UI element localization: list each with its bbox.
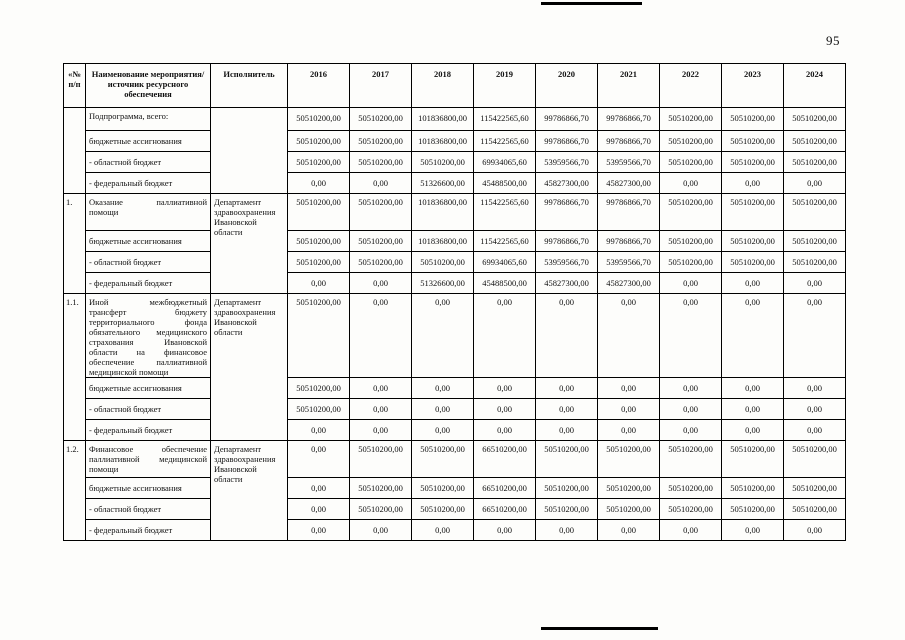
scan-artifact-top [541, 2, 642, 5]
value-cell: 50510200,00 [350, 131, 412, 152]
column-header: 2018 [412, 64, 474, 108]
value-cell: 0,00 [722, 420, 784, 441]
value-cell: 0,00 [784, 420, 846, 441]
funding-source-cell: - областной бюджет [86, 152, 211, 173]
value-cell: 50510200,00 [288, 399, 350, 420]
value-cell: 0,00 [784, 294, 846, 378]
value-cell: 53959566,70 [598, 152, 660, 173]
executor-cell: Департамент здравоохранения Ивановской области [211, 194, 288, 294]
value-cell: 0,00 [722, 273, 784, 294]
value-cell: 50510200,00 [660, 152, 722, 173]
value-cell: 50510200,00 [722, 499, 784, 520]
value-cell: 0,00 [350, 399, 412, 420]
value-cell: 50510200,00 [412, 499, 474, 520]
value-cell: 0,00 [784, 520, 846, 541]
value-cell: 50510200,00 [660, 252, 722, 273]
table-row [64, 441, 846, 478]
value-cell: 101836800,00 [412, 108, 474, 131]
value-cell: 0,00 [350, 378, 412, 399]
value-cell: 0,00 [474, 294, 536, 378]
value-cell: 0,00 [722, 173, 784, 194]
value-cell: 50510200,00 [660, 478, 722, 499]
value-cell: 50510200,00 [784, 441, 846, 478]
funding-source-cell: - областной бюджет [86, 399, 211, 420]
executor-cell: Департамент здравоохранения Ивановской области [211, 294, 288, 441]
table-body [64, 108, 846, 541]
value-cell: 50510200,00 [784, 252, 846, 273]
value-cell: 53959566,70 [536, 152, 598, 173]
funding-source-cell: бюджетные ассигнования [86, 378, 211, 399]
value-cell: 99786866,70 [598, 131, 660, 152]
value-cell: 0,00 [598, 294, 660, 378]
value-cell: 50510200,00 [350, 108, 412, 131]
value-cell: 50510200,00 [722, 131, 784, 152]
value-cell: 50510200,00 [660, 131, 722, 152]
value-cell: 0,00 [350, 520, 412, 541]
table-row [64, 173, 846, 194]
value-cell: 69934065,60 [474, 252, 536, 273]
value-cell: 50510200,00 [412, 152, 474, 173]
value-cell: 0,00 [474, 420, 536, 441]
value-cell: 50510200,00 [350, 478, 412, 499]
value-cell: 50510200,00 [660, 194, 722, 231]
activity-name-cell: Иной межбюджетный трансферт бюджету территориального фонда обязательного медицинского страхования Ивановской области на финансовое обеспечение паллиативной медицинской помощи [86, 294, 211, 378]
value-cell: 50510200,00 [784, 478, 846, 499]
value-cell: 0,00 [660, 420, 722, 441]
value-cell: 50510200,00 [288, 252, 350, 273]
table-header [64, 64, 846, 108]
funding-source-cell: - федеральный бюджет [86, 520, 211, 541]
value-cell: 101836800,00 [412, 131, 474, 152]
value-cell: 50510200,00 [722, 194, 784, 231]
column-header: 2023 [722, 64, 784, 108]
value-cell: 50510200,00 [660, 108, 722, 131]
value-cell: 99786866,70 [536, 194, 598, 231]
row-number-cell: 1.1. [64, 294, 86, 441]
value-cell: 53959566,70 [536, 252, 598, 273]
value-cell: 0,00 [660, 294, 722, 378]
value-cell: 50510200,00 [350, 441, 412, 478]
value-cell: 50510200,00 [536, 499, 598, 520]
value-cell: 101836800,00 [412, 231, 474, 252]
value-cell: 0,00 [784, 173, 846, 194]
table-row [64, 108, 846, 131]
column-header: 2019 [474, 64, 536, 108]
value-cell: 0,00 [288, 441, 350, 478]
value-cell: 50510200,00 [784, 499, 846, 520]
value-cell: 0,00 [784, 273, 846, 294]
value-cell: 50510200,00 [288, 194, 350, 231]
value-cell: 0,00 [412, 294, 474, 378]
value-cell: 0,00 [474, 399, 536, 420]
value-cell: 0,00 [660, 273, 722, 294]
value-cell: 99786866,70 [598, 231, 660, 252]
value-cell: 0,00 [412, 399, 474, 420]
value-cell: 50510200,00 [784, 108, 846, 131]
value-cell: 50510200,00 [350, 499, 412, 520]
value-cell: 50510200,00 [660, 441, 722, 478]
value-cell: 115422565,60 [474, 108, 536, 131]
value-cell: 50510200,00 [598, 441, 660, 478]
value-cell: 0,00 [288, 478, 350, 499]
activity-name-cell: Финансовое обеспечение паллиативной медицинской помощи [86, 441, 211, 478]
value-cell: 50510200,00 [288, 294, 350, 378]
value-cell: 115422565,60 [474, 194, 536, 231]
value-cell: 50510200,00 [288, 378, 350, 399]
funding-source-cell: бюджетные ассигнования [86, 231, 211, 252]
value-cell: 99786866,70 [536, 231, 598, 252]
column-header: 2016 [288, 64, 350, 108]
value-cell: 0,00 [598, 420, 660, 441]
value-cell: 50510200,00 [412, 252, 474, 273]
value-cell: 66510200,00 [474, 441, 536, 478]
value-cell: 0,00 [660, 399, 722, 420]
value-cell: 50510200,00 [660, 231, 722, 252]
value-cell: 51326600,00 [412, 273, 474, 294]
column-header: Наименование мероприятия/источник ресурсного обеспечения [86, 64, 211, 108]
value-cell: 45827300,00 [598, 173, 660, 194]
value-cell: 50510200,00 [722, 252, 784, 273]
value-cell: 0,00 [722, 399, 784, 420]
table-row [64, 152, 846, 173]
value-cell: 0,00 [598, 378, 660, 399]
value-cell: 0,00 [722, 294, 784, 378]
column-header: «№ п/п [64, 64, 86, 108]
value-cell: 50510200,00 [722, 231, 784, 252]
table-row [64, 399, 846, 420]
value-cell: 99786866,70 [598, 108, 660, 131]
value-cell: 99786866,70 [536, 108, 598, 131]
column-header: 2024 [784, 64, 846, 108]
value-cell: 0,00 [598, 399, 660, 420]
value-cell: 50510200,00 [350, 194, 412, 231]
activity-name-cell: Оказание паллиативной помощи [86, 194, 211, 231]
value-cell: 45827300,00 [536, 273, 598, 294]
table-row [64, 252, 846, 273]
scan-artifact-bottom [541, 627, 658, 630]
value-cell: 0,00 [350, 173, 412, 194]
value-cell: 50510200,00 [722, 152, 784, 173]
table-row [64, 194, 846, 231]
row-number-cell: 1. [64, 194, 86, 294]
value-cell: 0,00 [288, 499, 350, 520]
value-cell: 51326600,00 [412, 173, 474, 194]
value-cell: 0,00 [722, 378, 784, 399]
value-cell: 45488500,00 [474, 273, 536, 294]
table-row [64, 294, 846, 378]
value-cell: 0,00 [598, 520, 660, 541]
value-cell: 50510200,00 [536, 478, 598, 499]
column-header: 2022 [660, 64, 722, 108]
value-cell: 50510200,00 [784, 152, 846, 173]
value-cell: 50510200,00 [350, 152, 412, 173]
value-cell: 0,00 [660, 378, 722, 399]
value-cell: 66510200,00 [474, 499, 536, 520]
value-cell: 101836800,00 [412, 194, 474, 231]
table-row [64, 520, 846, 541]
value-cell: 0,00 [474, 520, 536, 541]
value-cell: 50510200,00 [412, 441, 474, 478]
value-cell: 0,00 [660, 173, 722, 194]
value-cell: 50510200,00 [598, 499, 660, 520]
value-cell: 50510200,00 [722, 478, 784, 499]
value-cell: 0,00 [288, 273, 350, 294]
funding-source-cell: бюджетные ассигнования [86, 131, 211, 152]
value-cell: 50510200,00 [784, 231, 846, 252]
value-cell: 0,00 [784, 399, 846, 420]
funding-source-cell: - федеральный бюджет [86, 173, 211, 194]
value-cell: 50510200,00 [288, 131, 350, 152]
funding-source-cell: бюджетные ассигнования [86, 478, 211, 499]
value-cell: 99786866,70 [598, 194, 660, 231]
value-cell: 0,00 [350, 273, 412, 294]
table-row [64, 231, 846, 252]
value-cell: 50510200,00 [722, 441, 784, 478]
value-cell: 0,00 [536, 520, 598, 541]
value-cell: 50510200,00 [288, 108, 350, 131]
table-row [64, 273, 846, 294]
table-row [64, 478, 846, 499]
value-cell: 0,00 [288, 520, 350, 541]
row-number-cell: 1.2. [64, 441, 86, 541]
value-cell: 50510200,00 [536, 441, 598, 478]
value-cell: 0,00 [288, 173, 350, 194]
table-row [64, 420, 846, 441]
page-number: 95 [826, 33, 840, 48]
value-cell: 45488500,00 [474, 173, 536, 194]
value-cell: 50510200,00 [288, 231, 350, 252]
value-cell: 0,00 [350, 420, 412, 441]
funding-source-cell: - федеральный бюджет [86, 420, 211, 441]
table-row [64, 131, 846, 152]
row-number-cell [64, 108, 86, 194]
value-cell: 50510200,00 [598, 478, 660, 499]
value-cell: 0,00 [536, 378, 598, 399]
funding-source-cell: - областной бюджет [86, 499, 211, 520]
value-cell: 50510200,00 [350, 231, 412, 252]
executor-cell: Департамент здравоохранения Ивановской области [211, 441, 288, 541]
value-cell: 0,00 [412, 378, 474, 399]
value-cell: 50510200,00 [660, 499, 722, 520]
value-cell: 0,00 [784, 378, 846, 399]
value-cell: 99786866,70 [536, 131, 598, 152]
column-header: Исполнитель [211, 64, 288, 108]
funding-source-cell: - федеральный бюджет [86, 273, 211, 294]
value-cell: 50510200,00 [784, 194, 846, 231]
value-cell: 115422565,60 [474, 231, 536, 252]
value-cell: 50510200,00 [350, 252, 412, 273]
table-row [64, 378, 846, 399]
value-cell: 69934065,60 [474, 152, 536, 173]
value-cell: 0,00 [474, 378, 536, 399]
column-header: 2020 [536, 64, 598, 108]
value-cell: 0,00 [412, 520, 474, 541]
table-row [64, 499, 846, 520]
value-cell: 45827300,00 [598, 273, 660, 294]
value-cell: 0,00 [660, 520, 722, 541]
value-cell: 45827300,00 [536, 173, 598, 194]
value-cell: 0,00 [536, 399, 598, 420]
value-cell: 0,00 [536, 420, 598, 441]
executor-cell [211, 108, 288, 194]
activity-name-cell: Подпрограмма, всего: [86, 108, 211, 131]
value-cell: 0,00 [412, 420, 474, 441]
value-cell: 50510200,00 [784, 131, 846, 152]
header-row [64, 64, 846, 108]
value-cell: 50510200,00 [722, 108, 784, 131]
value-cell: 115422565,60 [474, 131, 536, 152]
value-cell: 66510200,00 [474, 478, 536, 499]
value-cell: 0,00 [350, 294, 412, 378]
column-header: 2021 [598, 64, 660, 108]
value-cell: 0,00 [722, 520, 784, 541]
value-cell: 50510200,00 [412, 478, 474, 499]
value-cell: 0,00 [536, 294, 598, 378]
value-cell: 50510200,00 [288, 152, 350, 173]
budget-table [63, 63, 846, 541]
value-cell: 53959566,70 [598, 252, 660, 273]
column-header: 2017 [350, 64, 412, 108]
value-cell: 0,00 [288, 420, 350, 441]
funding-source-cell: - областной бюджет [86, 252, 211, 273]
